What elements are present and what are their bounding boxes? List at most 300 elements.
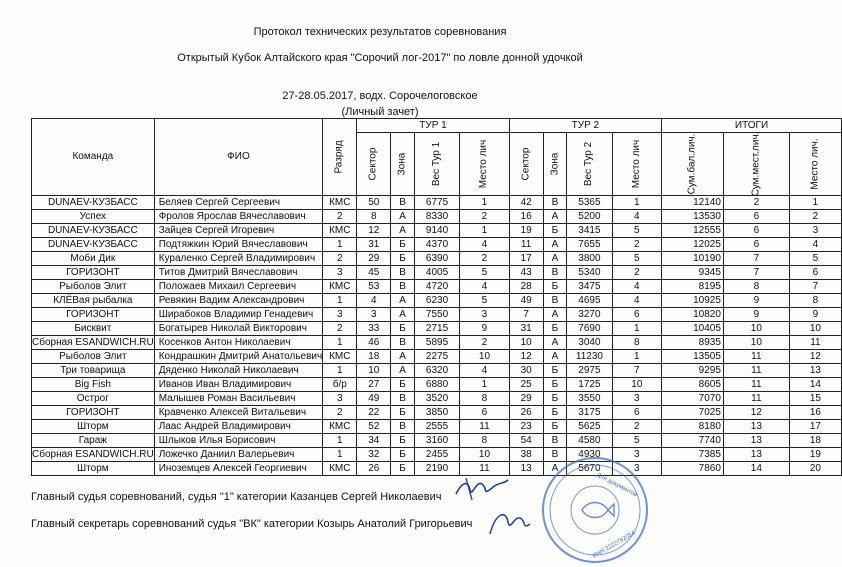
cell-s2: 23 xyxy=(509,420,543,434)
cell-rank: 3 xyxy=(323,266,357,280)
cell-sum: 12140 xyxy=(662,196,724,210)
cell-w1: 4720 xyxy=(414,280,459,294)
cell-rank: 3 xyxy=(323,308,357,322)
cell-team: ГОРИЗОНТ xyxy=(32,266,155,280)
cell-z2: А xyxy=(543,238,567,252)
cell-w1: 6230 xyxy=(414,294,459,308)
cell-z2: Б xyxy=(543,322,567,336)
cell-p2: 8 xyxy=(612,336,661,350)
cell-w2: 5365 xyxy=(567,196,612,210)
cell-rank: КМС xyxy=(323,280,357,294)
cell-s2: 11 xyxy=(509,238,543,252)
cell-z2: В xyxy=(543,434,567,448)
cell-place: 20 xyxy=(789,462,841,476)
cell-p1: 4 xyxy=(460,238,509,252)
cell-s2: 16 xyxy=(509,210,543,224)
cell-w1: 2190 xyxy=(414,462,459,476)
cell-s1: 3 xyxy=(357,308,391,322)
cell-sum: 12025 xyxy=(662,238,724,252)
col-sum-places: Сум.мест.лич. xyxy=(723,133,789,196)
cell-s1: 49 xyxy=(357,392,391,406)
cell-s2: 26 xyxy=(509,406,543,420)
cell-sp: 7 xyxy=(723,252,789,266)
cell-rank: КМС xyxy=(323,420,357,434)
cell-sp: 12 xyxy=(723,406,789,420)
cell-place: 3 xyxy=(789,224,841,238)
cell-p2: 4 xyxy=(612,280,661,294)
cell-fio: Кравченко Алексей Витальевич xyxy=(154,406,323,420)
cell-s1: 32 xyxy=(357,448,391,462)
cell-p2: 4 xyxy=(612,294,661,308)
cell-rank: 2 xyxy=(323,252,357,266)
table-row xyxy=(32,350,842,364)
cell-s2: 28 xyxy=(509,280,543,294)
cell-s1: 10 xyxy=(357,364,391,378)
cell-rank: 2 xyxy=(323,406,357,420)
cell-z2: В xyxy=(543,448,567,462)
table-row xyxy=(32,336,842,350)
cell-s2: 12 xyxy=(509,350,543,364)
cell-team: Рыболов Элит xyxy=(32,280,155,294)
cell-place: 10 xyxy=(789,322,841,336)
cell-team: Острог xyxy=(32,392,155,406)
cell-z2: А xyxy=(543,210,567,224)
cell-team: Шторм xyxy=(32,420,155,434)
table-row xyxy=(32,322,842,336)
cell-p1: 1 xyxy=(460,224,509,238)
cell-z1: В xyxy=(391,392,415,406)
cell-w1: 5895 xyxy=(414,336,459,350)
cell-s2: 19 xyxy=(509,224,543,238)
cell-s2: 38 xyxy=(509,448,543,462)
cell-place: 6 xyxy=(789,266,841,280)
cell-fio: Иноземцев Алексей Георгиевич xyxy=(154,462,323,476)
cell-s1: 18 xyxy=(357,350,391,364)
cell-s1: 50 xyxy=(357,196,391,210)
cell-z1: В xyxy=(391,266,415,280)
cell-p2: 6 xyxy=(612,406,661,420)
cell-s1: 12 xyxy=(357,224,391,238)
cell-w1: 7550 xyxy=(414,308,459,322)
cell-p2: 1 xyxy=(612,350,661,364)
results-table xyxy=(31,118,842,476)
cell-z1: В xyxy=(391,280,415,294)
cell-w1: 8330 xyxy=(414,210,459,224)
table-row xyxy=(32,462,842,476)
cell-z1: Б xyxy=(391,462,415,476)
cell-place: 15 xyxy=(789,392,841,406)
cell-w2: 3550 xyxy=(567,392,612,406)
cell-sp: 8 xyxy=(723,280,789,294)
cell-p2: 5 xyxy=(612,252,661,266)
cell-z2: Б xyxy=(543,364,567,378)
cell-s2: 30 xyxy=(509,364,543,378)
cell-w2: 3415 xyxy=(567,224,612,238)
cell-rank: КМС xyxy=(323,462,357,476)
cell-p2: 3 xyxy=(612,448,661,462)
cell-sum: 7860 xyxy=(662,462,724,476)
cell-sp: 7 xyxy=(723,266,789,280)
cell-w1: 3520 xyxy=(414,392,459,406)
cell-fio: Дяденко Николай Николаевич xyxy=(154,364,323,378)
chief-judge-line: Главный судья соревнований, судья "1" категории Казанцев Сергей Николаевич xyxy=(31,491,442,503)
cell-place: 1 xyxy=(789,196,841,210)
cell-p2: 1 xyxy=(612,196,661,210)
cell-w1: 2455 xyxy=(414,448,459,462)
cell-sum: 10405 xyxy=(662,322,724,336)
cell-z2: А xyxy=(543,252,567,266)
cell-w2: 7655 xyxy=(567,238,612,252)
cell-team: DUNAEV-КУЗБАСС xyxy=(32,224,155,238)
cell-p2: 2 xyxy=(612,420,661,434)
cell-place: 13 xyxy=(789,364,841,378)
cell-z1: Б xyxy=(391,378,415,392)
cell-s2: 43 xyxy=(509,266,543,280)
cell-p2: 1 xyxy=(612,322,661,336)
cell-w2: 4580 xyxy=(567,434,612,448)
cell-sp: 6 xyxy=(723,238,789,252)
cell-w1: 2715 xyxy=(414,322,459,336)
cell-fio: Ревякин Вадим Александрович xyxy=(154,294,323,308)
cell-s2: 7 xyxy=(509,308,543,322)
cell-s2: 25 xyxy=(509,378,543,392)
cell-sum: 10820 xyxy=(662,308,724,322)
cell-w1: 9140 xyxy=(414,224,459,238)
cell-w2: 5200 xyxy=(567,210,612,224)
cell-sp: 14 xyxy=(723,462,789,476)
table-row xyxy=(32,364,842,378)
cell-z1: Б xyxy=(391,406,415,420)
cell-sum: 13530 xyxy=(662,210,724,224)
cell-place: 16 xyxy=(789,406,841,420)
table-row xyxy=(32,266,842,280)
cell-team: ГОРИЗОНТ xyxy=(32,406,155,420)
cell-z1: В xyxy=(391,336,415,350)
cell-rank: 2 xyxy=(323,210,357,224)
cell-fio: Шлыков Илья Борисович xyxy=(154,434,323,448)
protocol-title: Протокол технических результатов соревнования xyxy=(253,26,507,38)
cell-fio: Богатырев Николай Викторович xyxy=(154,322,323,336)
cell-z2: Б xyxy=(543,392,567,406)
cell-fio: Кондрашкин Дмитрий Анатольевич xyxy=(154,350,323,364)
cell-z2: В xyxy=(543,266,567,280)
cell-z2: А xyxy=(543,308,567,322)
date-location: 27-28.05.2017, водх. Сорочелоговское xyxy=(282,90,478,102)
cell-p2: 4 xyxy=(612,210,661,224)
cell-z1: Б xyxy=(391,448,415,462)
cell-z1: А xyxy=(391,224,415,238)
cell-w2: 5625 xyxy=(567,420,612,434)
cell-fio: Иванов Иван Владимирович xyxy=(154,378,323,392)
cell-rank: 1 xyxy=(323,238,357,252)
cell-z1: Б xyxy=(391,322,415,336)
cell-sp: 6 xyxy=(723,224,789,238)
cell-p1: 1 xyxy=(460,196,509,210)
cell-s2: 17 xyxy=(509,252,543,266)
cell-sp: 11 xyxy=(723,350,789,364)
col-place-2: Место лич xyxy=(612,133,661,196)
cell-p2: 2 xyxy=(612,266,661,280)
cell-sum: 10190 xyxy=(662,252,724,266)
cell-w1: 6390 xyxy=(414,252,459,266)
cell-fio: Положаев Михаил Сергеевич xyxy=(154,280,323,294)
cell-team: ГОРИЗОНТ xyxy=(32,308,155,322)
cell-sum: 9295 xyxy=(662,364,724,378)
cell-sp: 10 xyxy=(723,322,789,336)
cell-s1: 33 xyxy=(357,322,391,336)
table-row xyxy=(32,294,842,308)
cell-fio: Косенков Антон Николаевич xyxy=(154,336,323,350)
cell-p1: 8 xyxy=(460,392,509,406)
col-tour1: ТУР 1 xyxy=(357,119,509,133)
cell-w1: 6320 xyxy=(414,364,459,378)
cell-p1: 8 xyxy=(460,434,509,448)
cell-rank: КМС xyxy=(323,224,357,238)
cell-rank: КМС xyxy=(323,350,357,364)
table-row xyxy=(32,392,842,406)
cell-w2: 5670 xyxy=(567,462,612,476)
cell-w2: 2975 xyxy=(567,364,612,378)
cell-sp: 9 xyxy=(723,308,789,322)
competition-title: Открытый Кубок Алтайского края "Сорочий лог-2017" по ловле донной удочкой xyxy=(177,52,583,64)
cell-sum: 8195 xyxy=(662,280,724,294)
cell-w1: 2275 xyxy=(414,350,459,364)
cell-p1: 5 xyxy=(460,294,509,308)
cell-z2: Б xyxy=(543,378,567,392)
cell-fio: Малышев Роман Васильевич xyxy=(154,392,323,406)
cell-fio: Беляев Сергей Сергеевич xyxy=(154,196,323,210)
cell-z1: А xyxy=(391,308,415,322)
cell-z2: Б xyxy=(543,224,567,238)
cell-p2: 5 xyxy=(612,224,661,238)
cell-sum: 7025 xyxy=(662,406,724,420)
cell-s1: 22 xyxy=(357,406,391,420)
cell-team: Шторм xyxy=(32,462,155,476)
cell-team: DUNAEV-КУЗБАСС xyxy=(32,196,155,210)
cell-s1: 26 xyxy=(357,462,391,476)
secretary-signature xyxy=(484,506,534,540)
cell-z1: А xyxy=(391,350,415,364)
cell-p1: 4 xyxy=(460,280,509,294)
table-row xyxy=(32,238,842,252)
cell-z2: Б xyxy=(543,280,567,294)
cell-sum: 12555 xyxy=(662,224,724,238)
cell-w2: 3475 xyxy=(567,280,612,294)
cell-w1: 6880 xyxy=(414,378,459,392)
cell-s2: 13 xyxy=(509,462,543,476)
cell-w2: 3175 xyxy=(567,406,612,420)
cell-w1: 2555 xyxy=(414,420,459,434)
cell-p1: 11 xyxy=(460,420,509,434)
cell-team: Сборная ESANDWICH.RU xyxy=(32,336,154,348)
cell-sp: 9 xyxy=(723,294,789,308)
cell-w2: 7690 xyxy=(567,322,612,336)
cell-w1: 3160 xyxy=(414,434,459,448)
cell-s1: 8 xyxy=(357,210,391,224)
table-row xyxy=(32,252,842,266)
col-place-1: Место лич xyxy=(460,133,509,196)
cell-fio: Ложечко Даниил Валерьевич xyxy=(154,448,323,462)
cell-w2: 3270 xyxy=(567,308,612,322)
cell-place: 7 xyxy=(789,280,841,294)
cell-s1: 27 xyxy=(357,378,391,392)
table-row xyxy=(32,210,842,224)
cell-fio: Зайцев Сергей Игоревич xyxy=(154,224,323,238)
cell-s1: 29 xyxy=(357,252,391,266)
cell-sp: 11 xyxy=(723,378,789,392)
cell-rank: 1 xyxy=(323,294,357,308)
cell-rank: 2 xyxy=(323,322,357,336)
cell-place: 2 xyxy=(789,210,841,224)
cell-team: Рыболов Элит xyxy=(32,350,155,364)
cell-team: Успех xyxy=(32,210,155,224)
cell-p1: 10 xyxy=(460,448,509,462)
cell-sum: 8605 xyxy=(662,378,724,392)
cell-rank: 1 xyxy=(323,434,357,448)
cell-sp: 13 xyxy=(723,448,789,462)
cell-s2: 42 xyxy=(509,196,543,210)
col-team: Команда xyxy=(32,119,155,196)
cell-p2: 5 xyxy=(612,434,661,448)
cell-fio: Ширабоков Владимир Генадевич xyxy=(154,308,323,322)
col-sector-2: Сектор xyxy=(509,133,543,196)
cell-p2: 10 xyxy=(612,378,661,392)
cell-p1: 9 xyxy=(460,322,509,336)
cell-p2: 7 xyxy=(612,364,661,378)
cell-s1: 31 xyxy=(357,238,391,252)
cell-z2: А xyxy=(543,336,567,350)
cell-z1: А xyxy=(391,294,415,308)
cell-p2: 6 xyxy=(612,308,661,322)
col-zone-2: Зона xyxy=(543,133,567,196)
cell-z2: Б xyxy=(543,420,567,434)
cell-z2: А xyxy=(543,462,567,476)
col-weight-2: Вес Тур 2 xyxy=(567,133,612,196)
cell-z1: Б xyxy=(391,252,415,266)
cell-fio: Титов Дмитрий Вячеславович xyxy=(154,266,323,280)
cell-w2: 5340 xyxy=(567,266,612,280)
col-rank: Разряд xyxy=(323,119,357,196)
cell-w1: 4005 xyxy=(414,266,459,280)
table-row xyxy=(32,420,842,434)
cell-sum: 7070 xyxy=(662,392,724,406)
table-row xyxy=(32,406,842,420)
cell-w2: 11230 xyxy=(567,350,612,364)
cell-z1: Б xyxy=(391,434,415,448)
col-sector-1: Сектор xyxy=(357,133,391,196)
cell-fio: Подтяжкин Юрий Вячеславович xyxy=(154,238,323,252)
cell-sp: 2 xyxy=(723,196,789,210)
cell-team: Моби Дик xyxy=(32,252,155,266)
cell-p1: 6 xyxy=(460,406,509,420)
cell-p1: 2 xyxy=(460,210,509,224)
col-tour2: ТУР 2 xyxy=(509,119,661,133)
cell-p1: 2 xyxy=(460,336,509,350)
chief-secretary-line: Главный секретарь соревнований судья "ВК" категории Козырь Анатолий Григорьевич xyxy=(31,518,473,530)
cell-sum: 8180 xyxy=(662,420,724,434)
cell-z2: А xyxy=(543,350,567,364)
cell-p2: 2 xyxy=(612,238,661,252)
cell-s1: 46 xyxy=(357,336,391,350)
cell-sp: 13 xyxy=(723,434,789,448)
cell-z2: В xyxy=(543,294,567,308)
cell-s1: 52 xyxy=(357,420,391,434)
cell-fio: Фролов Ярослав Вячеславович xyxy=(154,210,323,224)
cell-place: 19 xyxy=(789,448,841,462)
cell-rank: КМС xyxy=(323,196,357,210)
cell-sp: 11 xyxy=(723,392,789,406)
table-row xyxy=(32,196,842,210)
cell-sum: 10925 xyxy=(662,294,724,308)
cell-w2: 3040 xyxy=(567,336,612,350)
cell-z2: В xyxy=(543,196,567,210)
cell-place: 8 xyxy=(789,294,841,308)
cell-team: Big Fish xyxy=(32,378,155,392)
stamp-ring-text: Для документов xyxy=(595,472,638,499)
table-row xyxy=(32,308,842,322)
cell-team: Бисквит xyxy=(32,322,155,336)
cell-sp: 10 xyxy=(723,336,789,350)
col-weight-1: Вес Тур 1 xyxy=(414,133,459,196)
cell-rank: 1 xyxy=(323,336,357,350)
cell-team: DUNAEV-КУЗБАСС xyxy=(32,238,155,252)
cell-p1: 10 xyxy=(460,350,509,364)
cell-place: 12 xyxy=(789,350,841,364)
cell-sum: 13505 xyxy=(662,350,724,364)
table-row xyxy=(32,280,842,294)
cell-fio: Кураленко Сергей Владимирович xyxy=(154,252,323,266)
cell-p1: 11 xyxy=(460,462,509,476)
cell-place: 9 xyxy=(789,308,841,322)
col-zone-1: Зона xyxy=(391,133,415,196)
cell-s2: 29 xyxy=(509,392,543,406)
cell-fio: Лаас Андрей Владимирович xyxy=(154,420,323,434)
cell-place: 17 xyxy=(789,420,841,434)
cell-team: Гараж xyxy=(32,434,155,448)
cell-sum: 7385 xyxy=(662,448,724,462)
cell-s2: 49 xyxy=(509,294,543,308)
cell-place: 11 xyxy=(789,336,841,350)
col-place-personal: Место лич. xyxy=(789,133,841,196)
cell-s1: 45 xyxy=(357,266,391,280)
table-row xyxy=(32,448,842,462)
cell-s2: 31 xyxy=(509,322,543,336)
cell-sp: 6 xyxy=(723,210,789,224)
cell-sum: 9345 xyxy=(662,266,724,280)
classification-label: (Личный зачет) xyxy=(341,106,419,118)
judge-signature xyxy=(452,474,512,504)
cell-z1: А xyxy=(391,364,415,378)
cell-place: 14 xyxy=(789,378,841,392)
cell-s1: 53 xyxy=(357,280,391,294)
cell-sum: 7740 xyxy=(662,434,724,448)
cell-rank: 1 xyxy=(323,364,357,378)
cell-rank: 1 xyxy=(323,448,357,462)
organization-stamp xyxy=(540,455,650,565)
table-row xyxy=(32,224,842,238)
cell-w1: 3850 xyxy=(414,406,459,420)
cell-p1: 5 xyxy=(460,266,509,280)
cell-place: 5 xyxy=(789,252,841,266)
cell-s1: 4 xyxy=(357,294,391,308)
cell-rank: 3 xyxy=(323,392,357,406)
cell-w2: 4930 xyxy=(567,448,612,462)
cell-p1: 3 xyxy=(460,308,509,322)
cell-s2: 10 xyxy=(509,336,543,350)
cell-team: Три товарища xyxy=(32,364,155,378)
cell-s1: 34 xyxy=(357,434,391,448)
cell-sp: 11 xyxy=(723,364,789,378)
